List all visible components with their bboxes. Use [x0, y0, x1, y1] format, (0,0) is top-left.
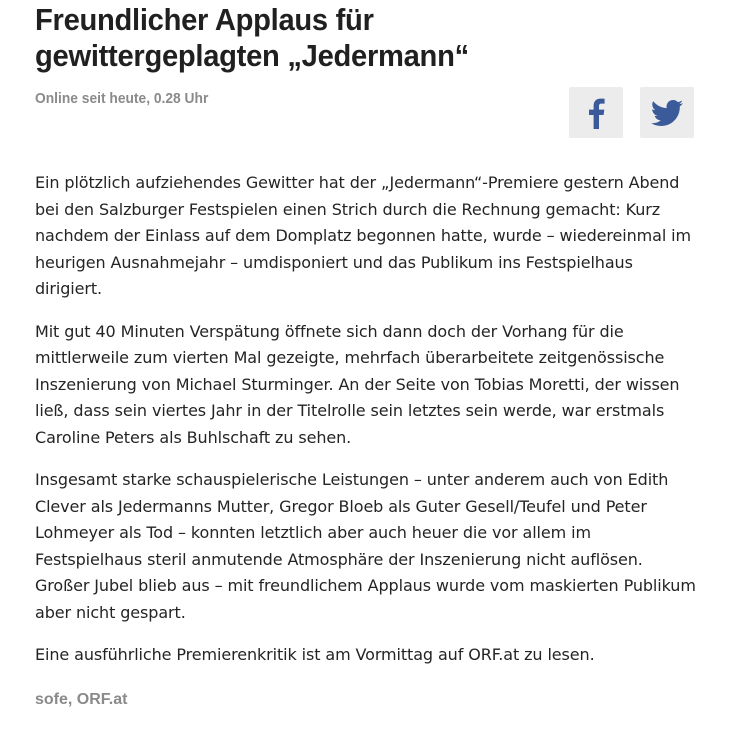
- article-headline: [35, 2, 561, 74]
- article-body: [35, 170, 700, 669]
- twitter-icon: [651, 100, 683, 126]
- source-credit: sofe, ORF.at: [35, 690, 128, 708]
- paragraph: Insgesamt starke schauspielerische Leistungen – unter anderem auch von Edith Clever als Jedermanns Mutter, Gregor Bloeb als Guter Gesell/Teufel und Peter Lohmeyer als Tod – konnten letztlich aber auch heuer die vor allem im Festspielhaus steril anmutende Atmosphäre der Inszenierung nicht auflösen. Großer Jubel blieb aus – mit freundlichem Applaus wurde vom maskierten Publikum aber nicht gespart.: [35, 470, 696, 622]
- facebook-icon: [586, 97, 606, 129]
- paragraph: Eine ausführliche Premierenkritik ist am Vormittag auf ORF.at zu lesen.: [35, 645, 595, 664]
- meta-row: [35, 74, 700, 134]
- headline-line-1: Freundlicher Applaus für: [35, 2, 374, 37]
- twitter-share-button[interactable]: [640, 87, 694, 138]
- headline-line-2: gewittergeplagten „Jedermann“: [35, 38, 469, 73]
- facebook-share-button[interactable]: [569, 87, 623, 138]
- article: [35, 0, 700, 709]
- paragraph: Ein plötzlich aufziehendes Gewitter hat der „Jedermann“-Premiere gestern Abend bei den Salzburger Festspielen einen Strich durch die Rechnung gemacht: Kurz nachdem der Einlass auf dem Domplatz begonnen hatte, wurde – wiedereinmal im heurigen Ausnahmejahr – umdisponiert und das Publikum ins Festspielhaus dirigiert.: [35, 173, 692, 298]
- paragraph: Mit gut 40 Minuten Verspätung öffnete sich dann doch der Vorhang für die mittlerweile zum vierten Mal gezeigte, mehrfach überarbeitete zeitgenössische Inszenierung von Michael Sturminger. An der Seite von Tobias Moretti, der wissen ließ, dass sein viertes Jahr in der Titelrolle sein letztes sein werde, war erstmals Caroline Peters als Buhlschaft zu sehen.: [35, 321, 680, 447]
- dateline: Online seit heute, 0.28 Uhr: [35, 90, 209, 107]
